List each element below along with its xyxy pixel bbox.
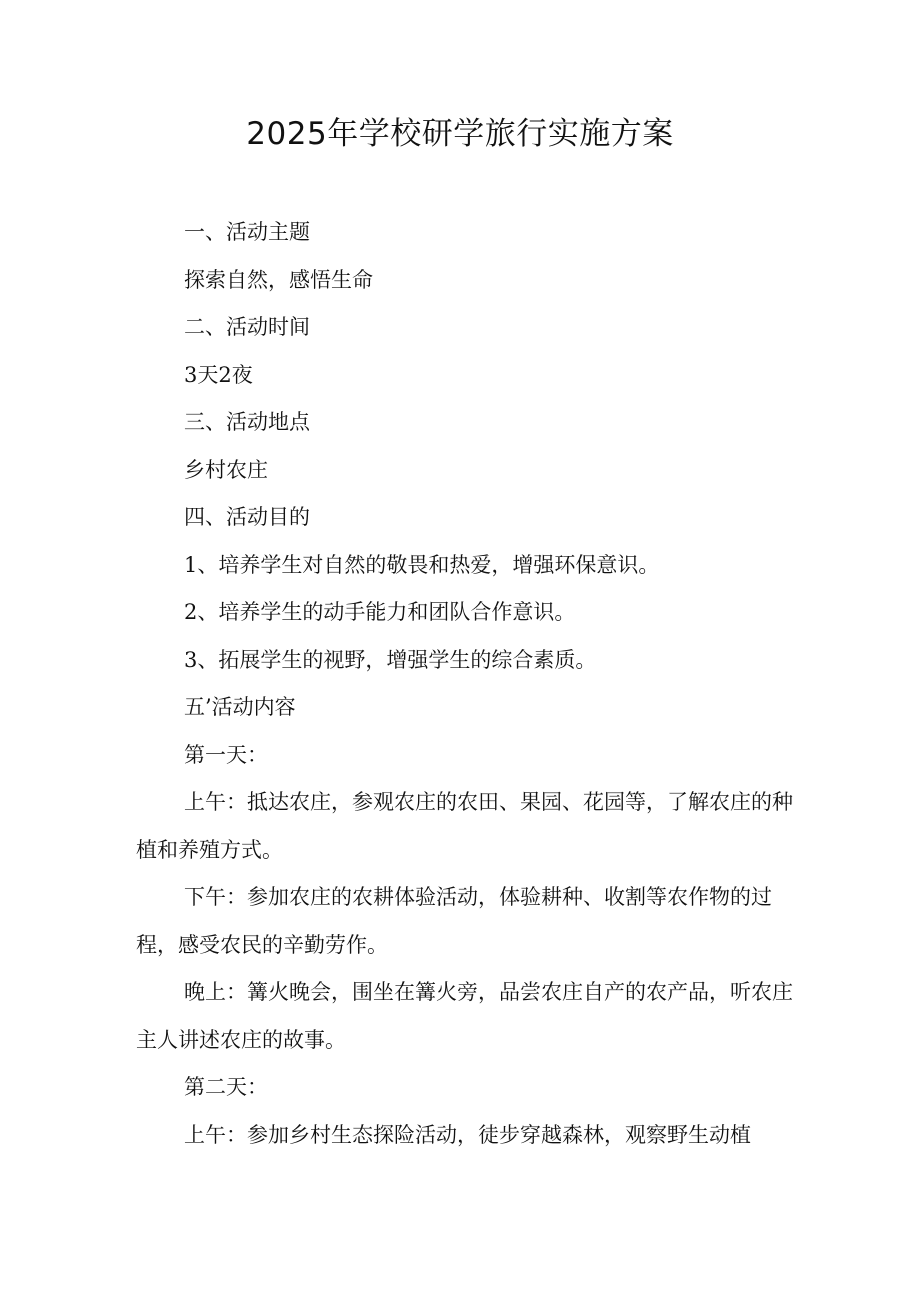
section-heading-location: 三、活动地点 xyxy=(184,410,310,434)
paragraph-time: 3天2夜 xyxy=(184,362,253,387)
section-heading-purpose: 四、活动目的 xyxy=(184,505,310,529)
day-one-evening: 晚上：篝火晚会，围坐在篝火旁，品尝农庄自产的农产品，听农庄主人讲述农庄的故事。 xyxy=(136,980,793,1052)
section-heading-theme: 一、活动主题 xyxy=(184,220,310,244)
day-two-morning: 上午：参加乡村生态探险活动，徒步穿越森林，观察野生动植 xyxy=(184,1122,751,1147)
document-body xyxy=(136,209,796,1159)
paragraph-theme: 探索自然，感悟生命 xyxy=(184,267,373,292)
day-one-afternoon: 下午：参加农庄的农耕体验活动，体验耕种、收割等农作物的过程，感受农民的辛勤劳作。 xyxy=(136,885,772,957)
purpose-item-1: 1、培养学生对自然的敬畏和热爱，增强环保意识。 xyxy=(184,552,660,577)
document-title: 2025年学校研学旅行实施方案 xyxy=(246,116,674,152)
day-two-heading: 第二天： xyxy=(184,1075,268,1099)
section-heading-time: 二、活动时间 xyxy=(184,315,310,339)
day-one-morning: 上午：抵达农庄，参观农庄的农田、果园、花园等，了解农庄的种植和养殖方式。 xyxy=(136,790,793,862)
purpose-item-3: 3、拓展学生的视野，增强学生的综合素质。 xyxy=(184,647,597,672)
section-heading-content: 五’活动内容 xyxy=(184,695,296,719)
purpose-item-2: 2、培养学生的动手能力和团队合作意识。 xyxy=(184,600,576,624)
paragraph-location: 乡村农庄 xyxy=(184,457,268,482)
day-one-heading: 第一天： xyxy=(184,742,268,767)
